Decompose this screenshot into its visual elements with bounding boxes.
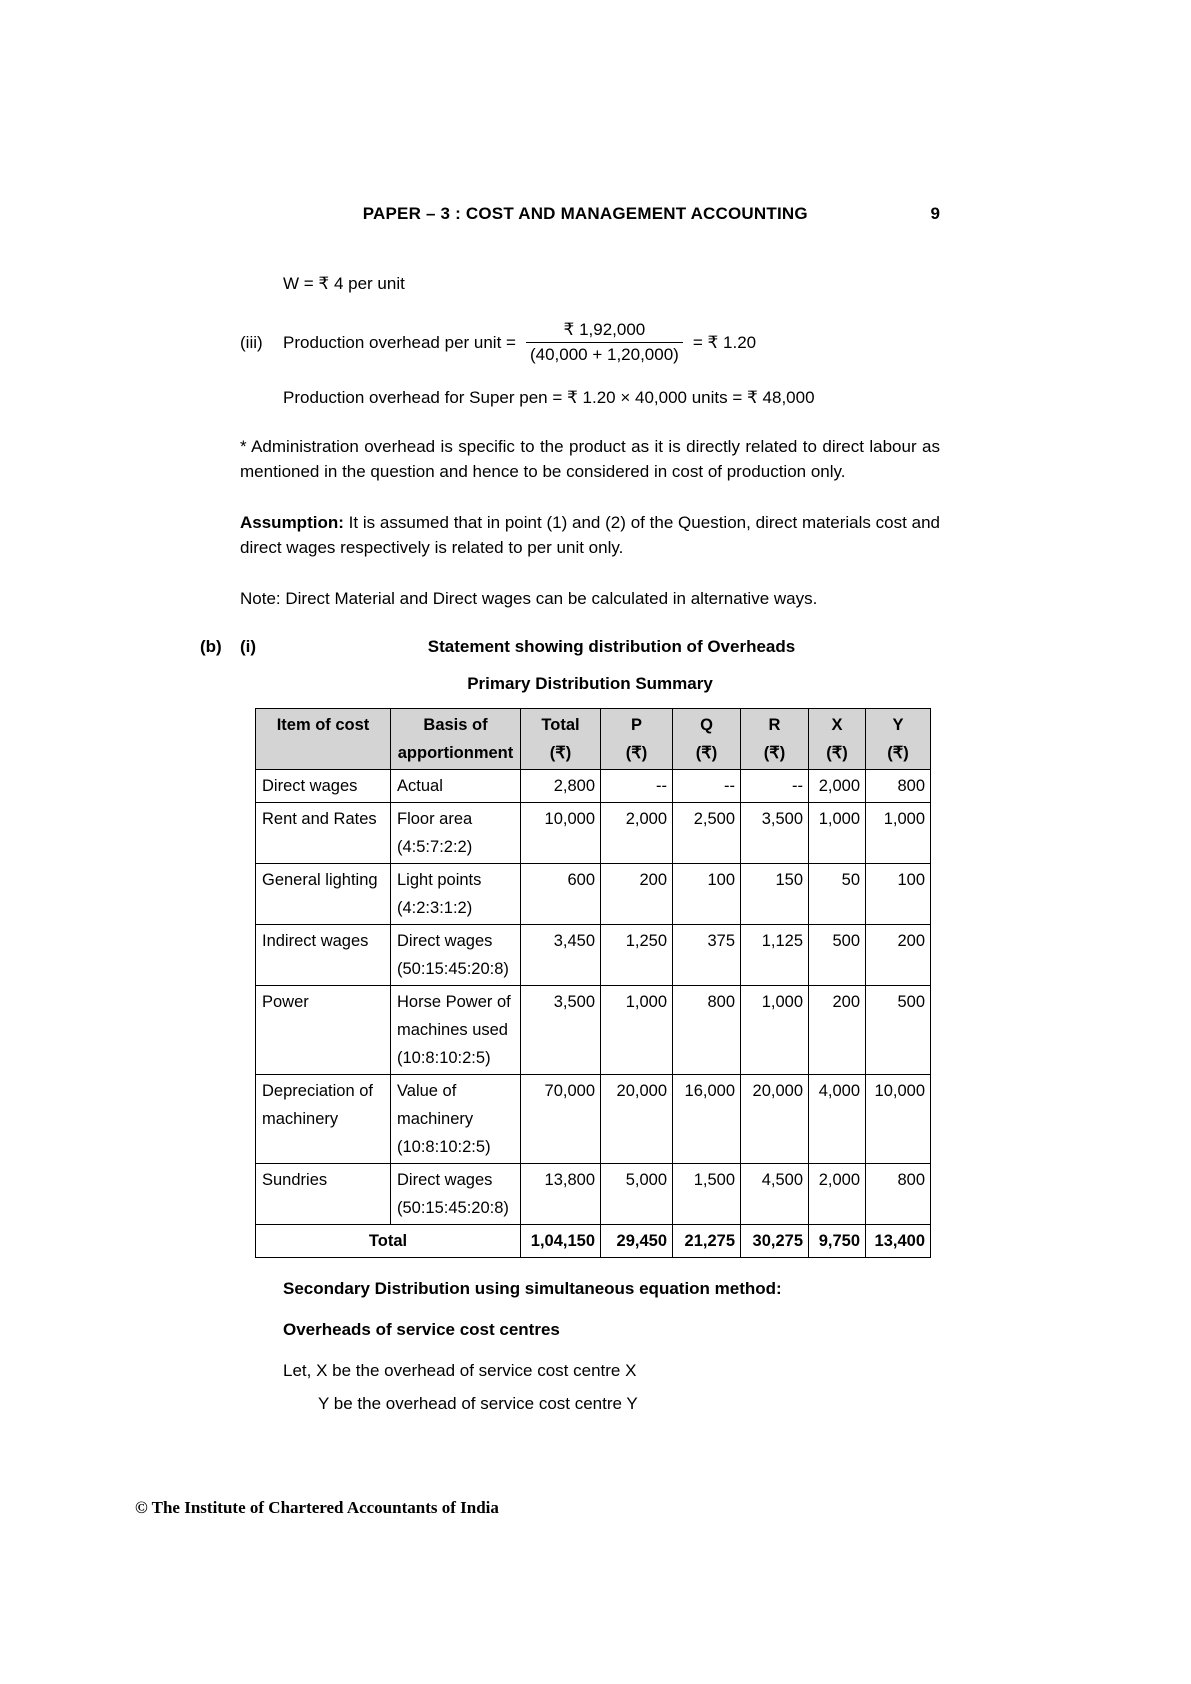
total-amount-cell: 29,450	[601, 1225, 673, 1258]
equation-result: = ₹ 1.20	[692, 332, 757, 352]
item-of-cost-cell: Sundries	[256, 1164, 391, 1225]
amount-cell: 1,000	[866, 803, 931, 864]
column-header: Total (₹)	[521, 709, 601, 770]
total-label-cell: Total	[256, 1225, 521, 1258]
amount-cell: 20,000	[741, 1075, 809, 1164]
amount-cell: 500	[809, 925, 866, 986]
statement-heading-row	[200, 637, 940, 657]
total-amount-cell: 21,275	[673, 1225, 741, 1258]
equation-lead-text: Production overhead per unit =	[283, 332, 516, 352]
amount-cell: 200	[601, 864, 673, 925]
column-header: Basis of apportionment	[391, 709, 521, 770]
amount-cell: 1,500	[673, 1164, 741, 1225]
fraction-numerator: ₹ 1,92,000	[526, 320, 683, 343]
amount-cell: 1,000	[601, 986, 673, 1075]
copyright-footer: © The Institute of Chartered Accountants of India	[135, 1498, 499, 1517]
amount-cell: 100	[673, 864, 741, 925]
total-amount-cell: 30,275	[741, 1225, 809, 1258]
amount-cell: 375	[673, 925, 741, 986]
primary-distribution-table	[255, 708, 931, 1258]
amount-cell: 1,125	[741, 925, 809, 986]
basis-of-apportionment-cell: Floor area (4:5:7:2:2)	[391, 803, 521, 864]
amount-cell: 2,000	[809, 770, 866, 803]
amount-cell: 800	[866, 770, 931, 803]
total-amount-cell: 1,04,150	[521, 1225, 601, 1258]
amount-cell: 500	[866, 986, 931, 1075]
column-header: Q (₹)	[673, 709, 741, 770]
amount-cell: 2,800	[521, 770, 601, 803]
item-of-cost-cell: Rent and Rates	[256, 803, 391, 864]
amount-cell: --	[673, 770, 741, 803]
table-row	[256, 864, 931, 925]
amount-cell: --	[741, 770, 809, 803]
amount-cell: 2,500	[673, 803, 741, 864]
amount-cell: 2,000	[809, 1164, 866, 1225]
column-header: X (₹)	[809, 709, 866, 770]
amount-cell: 2,000	[601, 803, 673, 864]
part-b-label: (b)	[200, 637, 222, 656]
amount-cell: 20,000	[601, 1075, 673, 1164]
equation-fraction	[526, 320, 683, 365]
table-total-row	[256, 1225, 931, 1258]
paper-title: PAPER – 3 : COST AND MANAGEMENT ACCOUNTING	[362, 204, 808, 223]
table-row	[256, 1075, 931, 1164]
column-header: Item of cost	[256, 709, 391, 770]
amount-cell: 4,000	[809, 1075, 866, 1164]
amount-cell: 600	[521, 864, 601, 925]
amount-cell: 16,000	[673, 1075, 741, 1164]
secondary-distribution-heading: Secondary Distribution using simultaneous equation method:	[283, 1279, 782, 1298]
fraction-denominator: (40,000 + 1,20,000)	[529, 345, 679, 364]
table-row	[256, 803, 931, 864]
amount-cell: 3,500	[741, 803, 809, 864]
page-content	[200, 204, 940, 1416]
basis-of-apportionment-cell: Value of machinery (10:8:10:2:5)	[391, 1075, 521, 1164]
page-number: 9	[930, 204, 940, 223]
amount-cell: 4,500	[741, 1164, 809, 1225]
amount-cell: 1,250	[601, 925, 673, 986]
assumption-text: It is assumed that in point (1) and (2) of the Question, direct materials cost and direct wages respectively is related to per unit only.	[240, 513, 940, 557]
amount-cell: --	[601, 770, 673, 803]
amount-cell: 800	[866, 1164, 931, 1225]
table-row	[256, 986, 931, 1075]
amount-cell: 1,000	[809, 803, 866, 864]
item-of-cost-cell: Indirect wages	[256, 925, 391, 986]
amount-cell: 13,800	[521, 1164, 601, 1225]
item-of-cost-cell: General lighting	[256, 864, 391, 925]
amount-cell: 200	[866, 925, 931, 986]
administration-overhead-note: * Administration overhead is specific to the product as it is directly related to direct labour as mentioned in the question and hence to be considered in cost of production only.	[240, 437, 940, 481]
amount-cell: 200	[809, 986, 866, 1075]
table-title: Primary Distribution Summary	[467, 674, 713, 693]
item-of-cost-cell: Power	[256, 986, 391, 1075]
amount-cell: 5,000	[601, 1164, 673, 1225]
column-header: R (₹)	[741, 709, 809, 770]
total-amount-cell: 9,750	[809, 1225, 866, 1258]
production-overhead-equation	[240, 320, 940, 365]
amount-cell: 1,000	[741, 986, 809, 1075]
basis-of-apportionment-cell: Actual	[391, 770, 521, 803]
part-i-label: (i)	[240, 637, 257, 656]
assumption-paragraph	[240, 510, 940, 560]
amount-cell: 100	[866, 864, 931, 925]
column-header: Y (₹)	[866, 709, 931, 770]
w-per-unit-line: W = ₹ 4 per unit	[283, 274, 405, 293]
let-x-line: Let, X be the overhead of service cost centre X	[283, 1361, 637, 1380]
table-row	[256, 770, 931, 803]
basis-of-apportionment-cell: Horse Power of machines used (10:8:10:2:5)	[391, 986, 521, 1075]
amount-cell: 70,000	[521, 1075, 601, 1164]
amount-cell: 10,000	[866, 1075, 931, 1164]
super-pen-line: Production overhead for Super pen = ₹ 1.20 × 40,000 units = ₹ 48,000	[283, 388, 815, 407]
amount-cell: 800	[673, 986, 741, 1075]
statement-heading: Statement showing distribution of Overheads	[427, 637, 796, 656]
overheads-service-heading: Overheads of service cost centres	[283, 1320, 560, 1339]
page-header	[240, 204, 940, 224]
amount-cell: 150	[741, 864, 809, 925]
let-y-line: Y be the overhead of service cost centre Y	[318, 1394, 638, 1413]
table-row	[256, 925, 931, 986]
note-line: Note: Direct Material and Direct wages can be calculated in alternative ways.	[240, 589, 818, 608]
basis-of-apportionment-cell: Light points (4:2:3:1:2)	[391, 864, 521, 925]
total-amount-cell: 13,400	[866, 1225, 931, 1258]
item-iii-label: (iii)	[240, 332, 263, 352]
amount-cell: 3,450	[521, 925, 601, 986]
assumption-label: Assumption:	[240, 513, 344, 532]
amount-cell: 3,500	[521, 986, 601, 1075]
basis-of-apportionment-cell: Direct wages (50:15:45:20:8)	[391, 925, 521, 986]
column-header: P (₹)	[601, 709, 673, 770]
amount-cell: 10,000	[521, 803, 601, 864]
table-row	[256, 1164, 931, 1225]
basis-of-apportionment-cell: Direct wages (50:15:45:20:8)	[391, 1164, 521, 1225]
item-of-cost-cell: Depreciation of machinery	[256, 1075, 391, 1164]
amount-cell: 50	[809, 864, 866, 925]
item-of-cost-cell: Direct wages	[256, 770, 391, 803]
table-header-row	[256, 709, 931, 770]
